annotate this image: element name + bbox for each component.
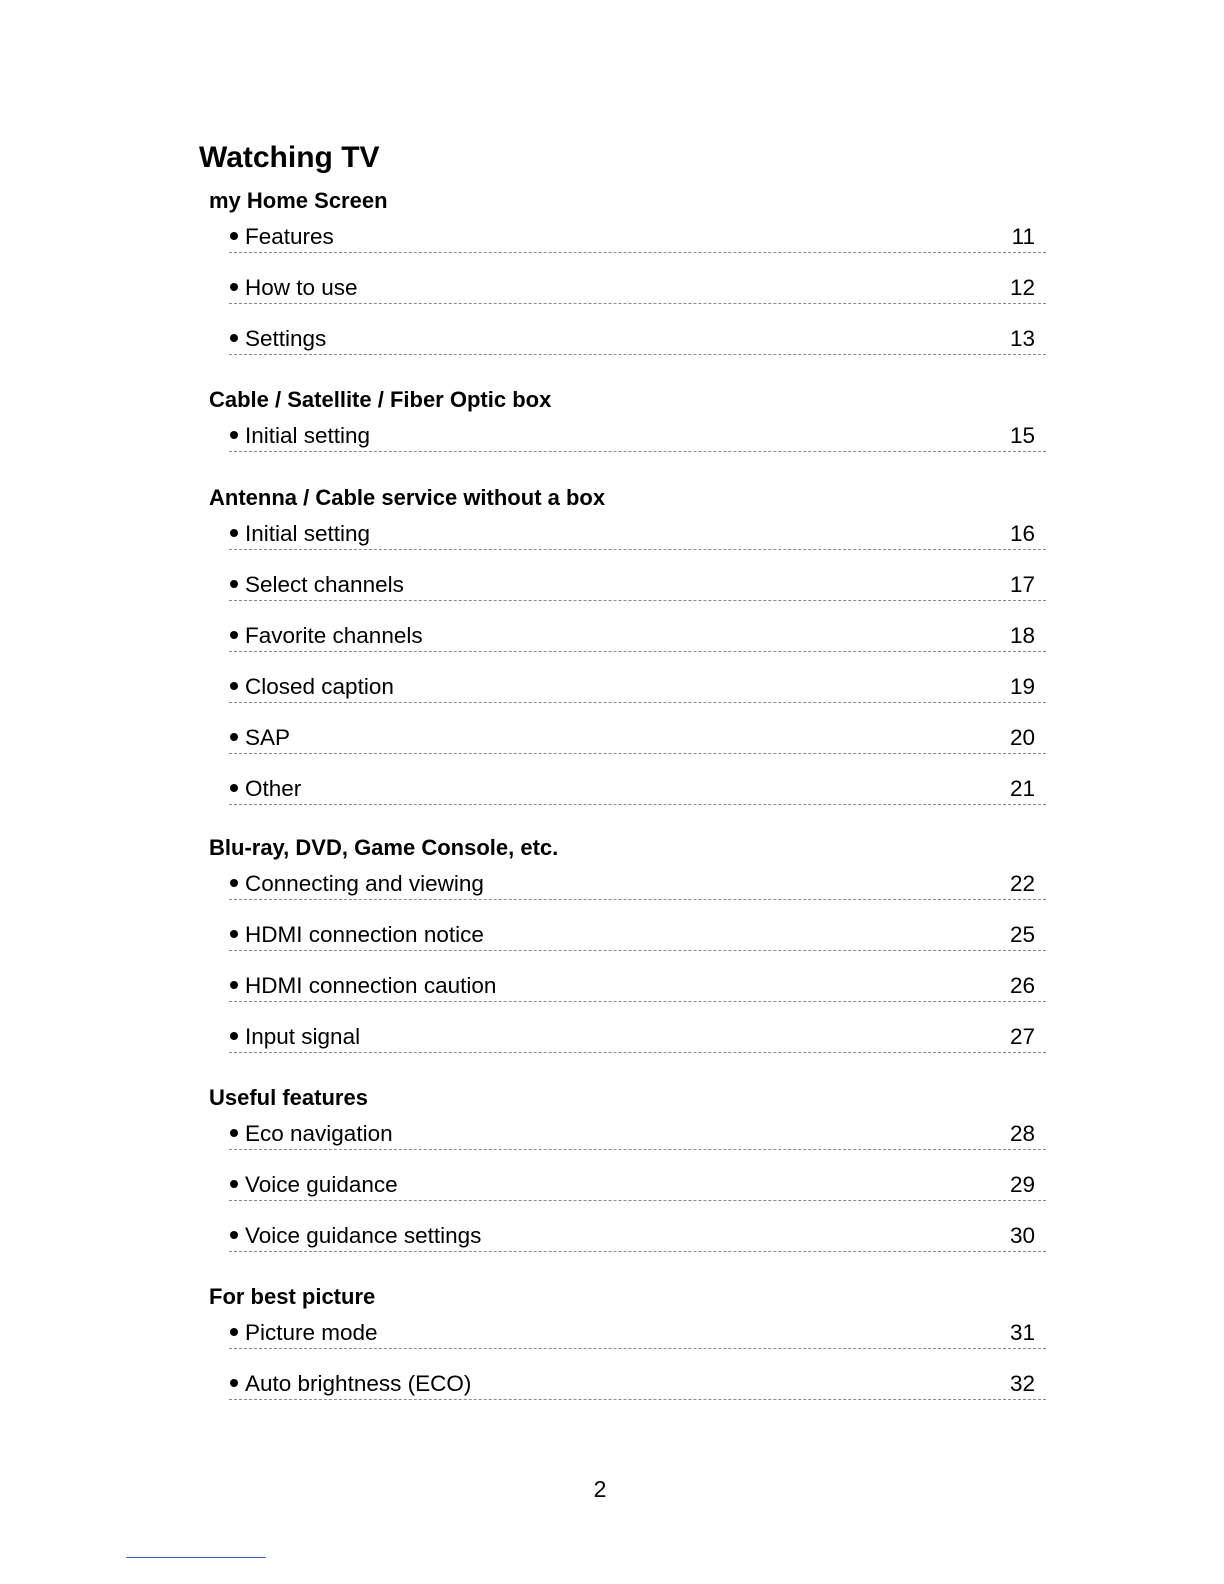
toc-entry-page: 30 bbox=[1009, 1223, 1035, 1248]
toc-entry-page: 15 bbox=[1009, 423, 1035, 448]
toc-entry-label: Other bbox=[245, 776, 302, 801]
toc-entry-list bbox=[209, 224, 1046, 355]
bullet-icon bbox=[230, 529, 238, 537]
toc-entry-page: 12 bbox=[1009, 275, 1035, 300]
bullet-icon bbox=[230, 431, 238, 439]
toc-entry-label: Initial setting bbox=[245, 521, 371, 546]
toc-entry[interactable] bbox=[229, 423, 1046, 452]
toc-entry[interactable] bbox=[229, 572, 1046, 601]
toc-entry-page: 22 bbox=[1009, 871, 1035, 896]
toc-entry-page: 19 bbox=[1009, 674, 1035, 699]
toc-entry-page: 26 bbox=[1009, 973, 1035, 998]
toc-entry[interactable] bbox=[229, 871, 1046, 900]
toc-entry-page: 25 bbox=[1009, 922, 1035, 947]
toc-entry-label: Voice guidance settings bbox=[245, 1223, 482, 1248]
toc-entry[interactable] bbox=[229, 1320, 1046, 1349]
toc-entry-list bbox=[209, 871, 1046, 1053]
toc-entry-page: 16 bbox=[1009, 521, 1035, 546]
bullet-icon bbox=[230, 1180, 238, 1188]
toc-entry[interactable] bbox=[229, 521, 1046, 550]
toc-entry-page: 17 bbox=[1009, 572, 1035, 597]
toc-entry-list bbox=[209, 1121, 1046, 1252]
bullet-icon bbox=[230, 1328, 238, 1336]
toc-entry-page: 27 bbox=[1009, 1024, 1035, 1049]
toc-entry-label: Settings bbox=[245, 326, 327, 351]
toc-section-cable-satellite-box bbox=[209, 387, 1046, 452]
section-heading: my Home Screen bbox=[209, 188, 388, 213]
toc-entry-label: Closed caption bbox=[245, 674, 394, 699]
toc-entry-label: SAP bbox=[245, 725, 291, 750]
section-heading: For best picture bbox=[209, 1284, 376, 1309]
bullet-icon bbox=[230, 283, 238, 291]
section-heading: Useful features bbox=[209, 1085, 368, 1110]
toc-entry-list bbox=[209, 423, 1046, 452]
bullet-icon bbox=[230, 334, 238, 342]
page-number: 2 bbox=[593, 1476, 607, 1502]
toc-entry-label: Connecting and viewing bbox=[245, 871, 484, 896]
toc-entry-list bbox=[209, 521, 1046, 805]
toc-entry[interactable] bbox=[229, 725, 1046, 754]
toc-entry-page: 31 bbox=[1009, 1320, 1035, 1345]
toc-entry[interactable] bbox=[229, 1371, 1046, 1400]
toc-entry[interactable] bbox=[229, 275, 1046, 304]
bullet-icon bbox=[230, 1231, 238, 1239]
toc-section-best-picture bbox=[209, 1284, 1046, 1400]
bullet-icon bbox=[230, 1379, 238, 1387]
toc-entry-page: 18 bbox=[1009, 623, 1035, 648]
toc-entry[interactable] bbox=[229, 776, 1046, 805]
toc-entry[interactable] bbox=[229, 1172, 1046, 1201]
toc-entry[interactable] bbox=[229, 1024, 1046, 1053]
toc-entry[interactable] bbox=[229, 623, 1046, 652]
bullet-icon bbox=[230, 580, 238, 588]
toc-entry-label: HDMI connection caution bbox=[245, 973, 497, 998]
toc-section-bluray-dvd-game bbox=[209, 835, 1046, 1053]
toc-entry-page: 32 bbox=[1009, 1371, 1035, 1396]
toc-section-my-home-screen bbox=[209, 188, 1046, 355]
bullet-icon bbox=[230, 232, 238, 240]
toc-entry-label: Auto brightness (ECO) bbox=[245, 1371, 472, 1396]
toc-entry-label: Select channels bbox=[245, 572, 404, 597]
bullet-icon bbox=[230, 682, 238, 690]
toc-entry-page: 20 bbox=[1009, 725, 1035, 750]
bullet-icon bbox=[230, 981, 238, 989]
toc-entry-label: Input signal bbox=[245, 1024, 361, 1049]
footer-rule bbox=[126, 1557, 266, 1558]
toc-entry-list bbox=[209, 1320, 1046, 1400]
section-heading: Blu-ray, DVD, Game Console, etc. bbox=[209, 835, 559, 860]
toc-entry-page: 21 bbox=[1009, 776, 1035, 801]
toc-entry-label: Initial setting bbox=[245, 423, 371, 448]
toc-section-antenna-cable bbox=[209, 485, 1046, 805]
toc-entry-page: 29 bbox=[1009, 1172, 1035, 1197]
bullet-icon bbox=[230, 930, 238, 938]
toc-entry-label: How to use bbox=[245, 275, 358, 300]
section-heading: Antenna / Cable service without a box bbox=[209, 485, 606, 510]
bullet-icon bbox=[230, 879, 238, 887]
bullet-icon bbox=[230, 631, 238, 639]
toc-entry-page: 13 bbox=[1009, 326, 1035, 351]
toc-entry[interactable] bbox=[229, 1121, 1046, 1150]
toc-entry[interactable] bbox=[229, 224, 1046, 253]
toc-entry-label: Features bbox=[245, 224, 334, 249]
toc-entry-label: Eco navigation bbox=[245, 1121, 393, 1146]
section-heading: Cable / Satellite / Fiber Optic box bbox=[209, 387, 552, 412]
bullet-icon bbox=[230, 1032, 238, 1040]
toc-entry-label: HDMI connection notice bbox=[245, 922, 484, 947]
bullet-icon bbox=[230, 1129, 238, 1137]
toc-entry[interactable] bbox=[229, 1223, 1046, 1252]
toc-entry[interactable] bbox=[229, 326, 1046, 355]
toc-entry-page: 11 bbox=[1011, 224, 1035, 249]
toc-entry[interactable] bbox=[229, 973, 1046, 1002]
page-title: Watching TV bbox=[199, 141, 380, 174]
toc-entry-page: 28 bbox=[1009, 1121, 1035, 1146]
bullet-icon bbox=[230, 784, 238, 792]
toc-entry-label: Favorite channels bbox=[245, 623, 423, 648]
toc-section-useful-features bbox=[209, 1085, 1046, 1252]
toc-entry-label: Picture mode bbox=[245, 1320, 378, 1345]
toc-entry[interactable] bbox=[229, 922, 1046, 951]
toc-entry-label: Voice guidance bbox=[245, 1172, 398, 1197]
bullet-icon bbox=[230, 733, 238, 741]
toc-entry[interactable] bbox=[229, 674, 1046, 703]
